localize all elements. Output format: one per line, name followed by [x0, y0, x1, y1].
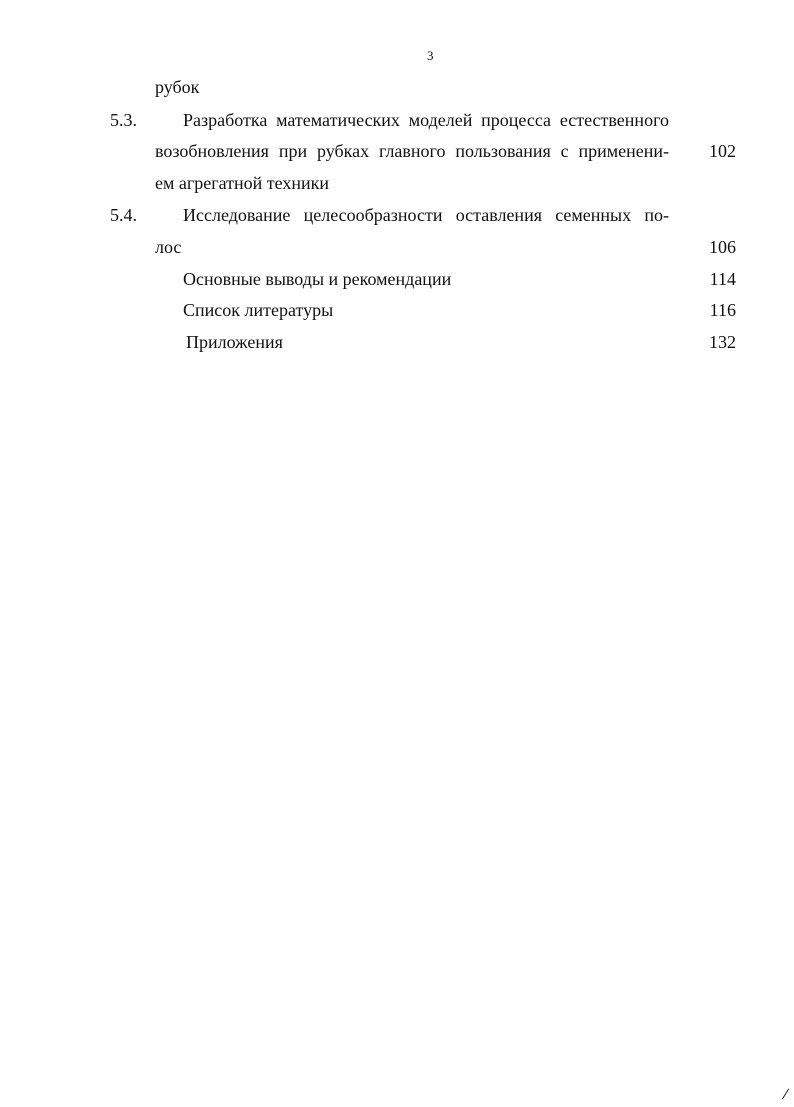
toc-entry-conclusions-title: Основные выводы и рекомендации — [183, 269, 452, 289]
toc-entry-5-3-line-1: Разработка математических моделей процесса естественного — [183, 110, 669, 130]
toc-entry-references-page: 116 — [709, 300, 736, 320]
toc-continuation-text: рубок — [155, 77, 200, 97]
toc-entry-5-4-page: 106 — [709, 237, 736, 257]
scan-artifact-mark — [782, 1089, 789, 1100]
toc-entry-5-3-number: 5.3. — [110, 110, 137, 130]
toc-entry-conclusions-page: 114 — [709, 269, 736, 289]
toc-entry-5-4-number: 5.4. — [110, 205, 137, 225]
toc-entry-appendices-page: 132 — [709, 332, 736, 352]
toc-entry-5-4-line-2: лос — [155, 237, 182, 257]
toc-entry-5-3-line-2: возобновления при рубках главного пользования с применени- — [155, 141, 669, 161]
page-number: 3 — [427, 48, 434, 63]
toc-entry-references-title: Список литературы — [183, 300, 334, 320]
toc-entry-5-3-line-3: ем агрегатной техники — [155, 173, 330, 193]
toc-entry-appendices-title: Приложения — [186, 332, 283, 352]
toc-entry-5-4-line-1: Исследование целесообразности оставления семенных по- — [183, 205, 669, 225]
toc-entry-5-3-page: 102 — [709, 141, 736, 161]
